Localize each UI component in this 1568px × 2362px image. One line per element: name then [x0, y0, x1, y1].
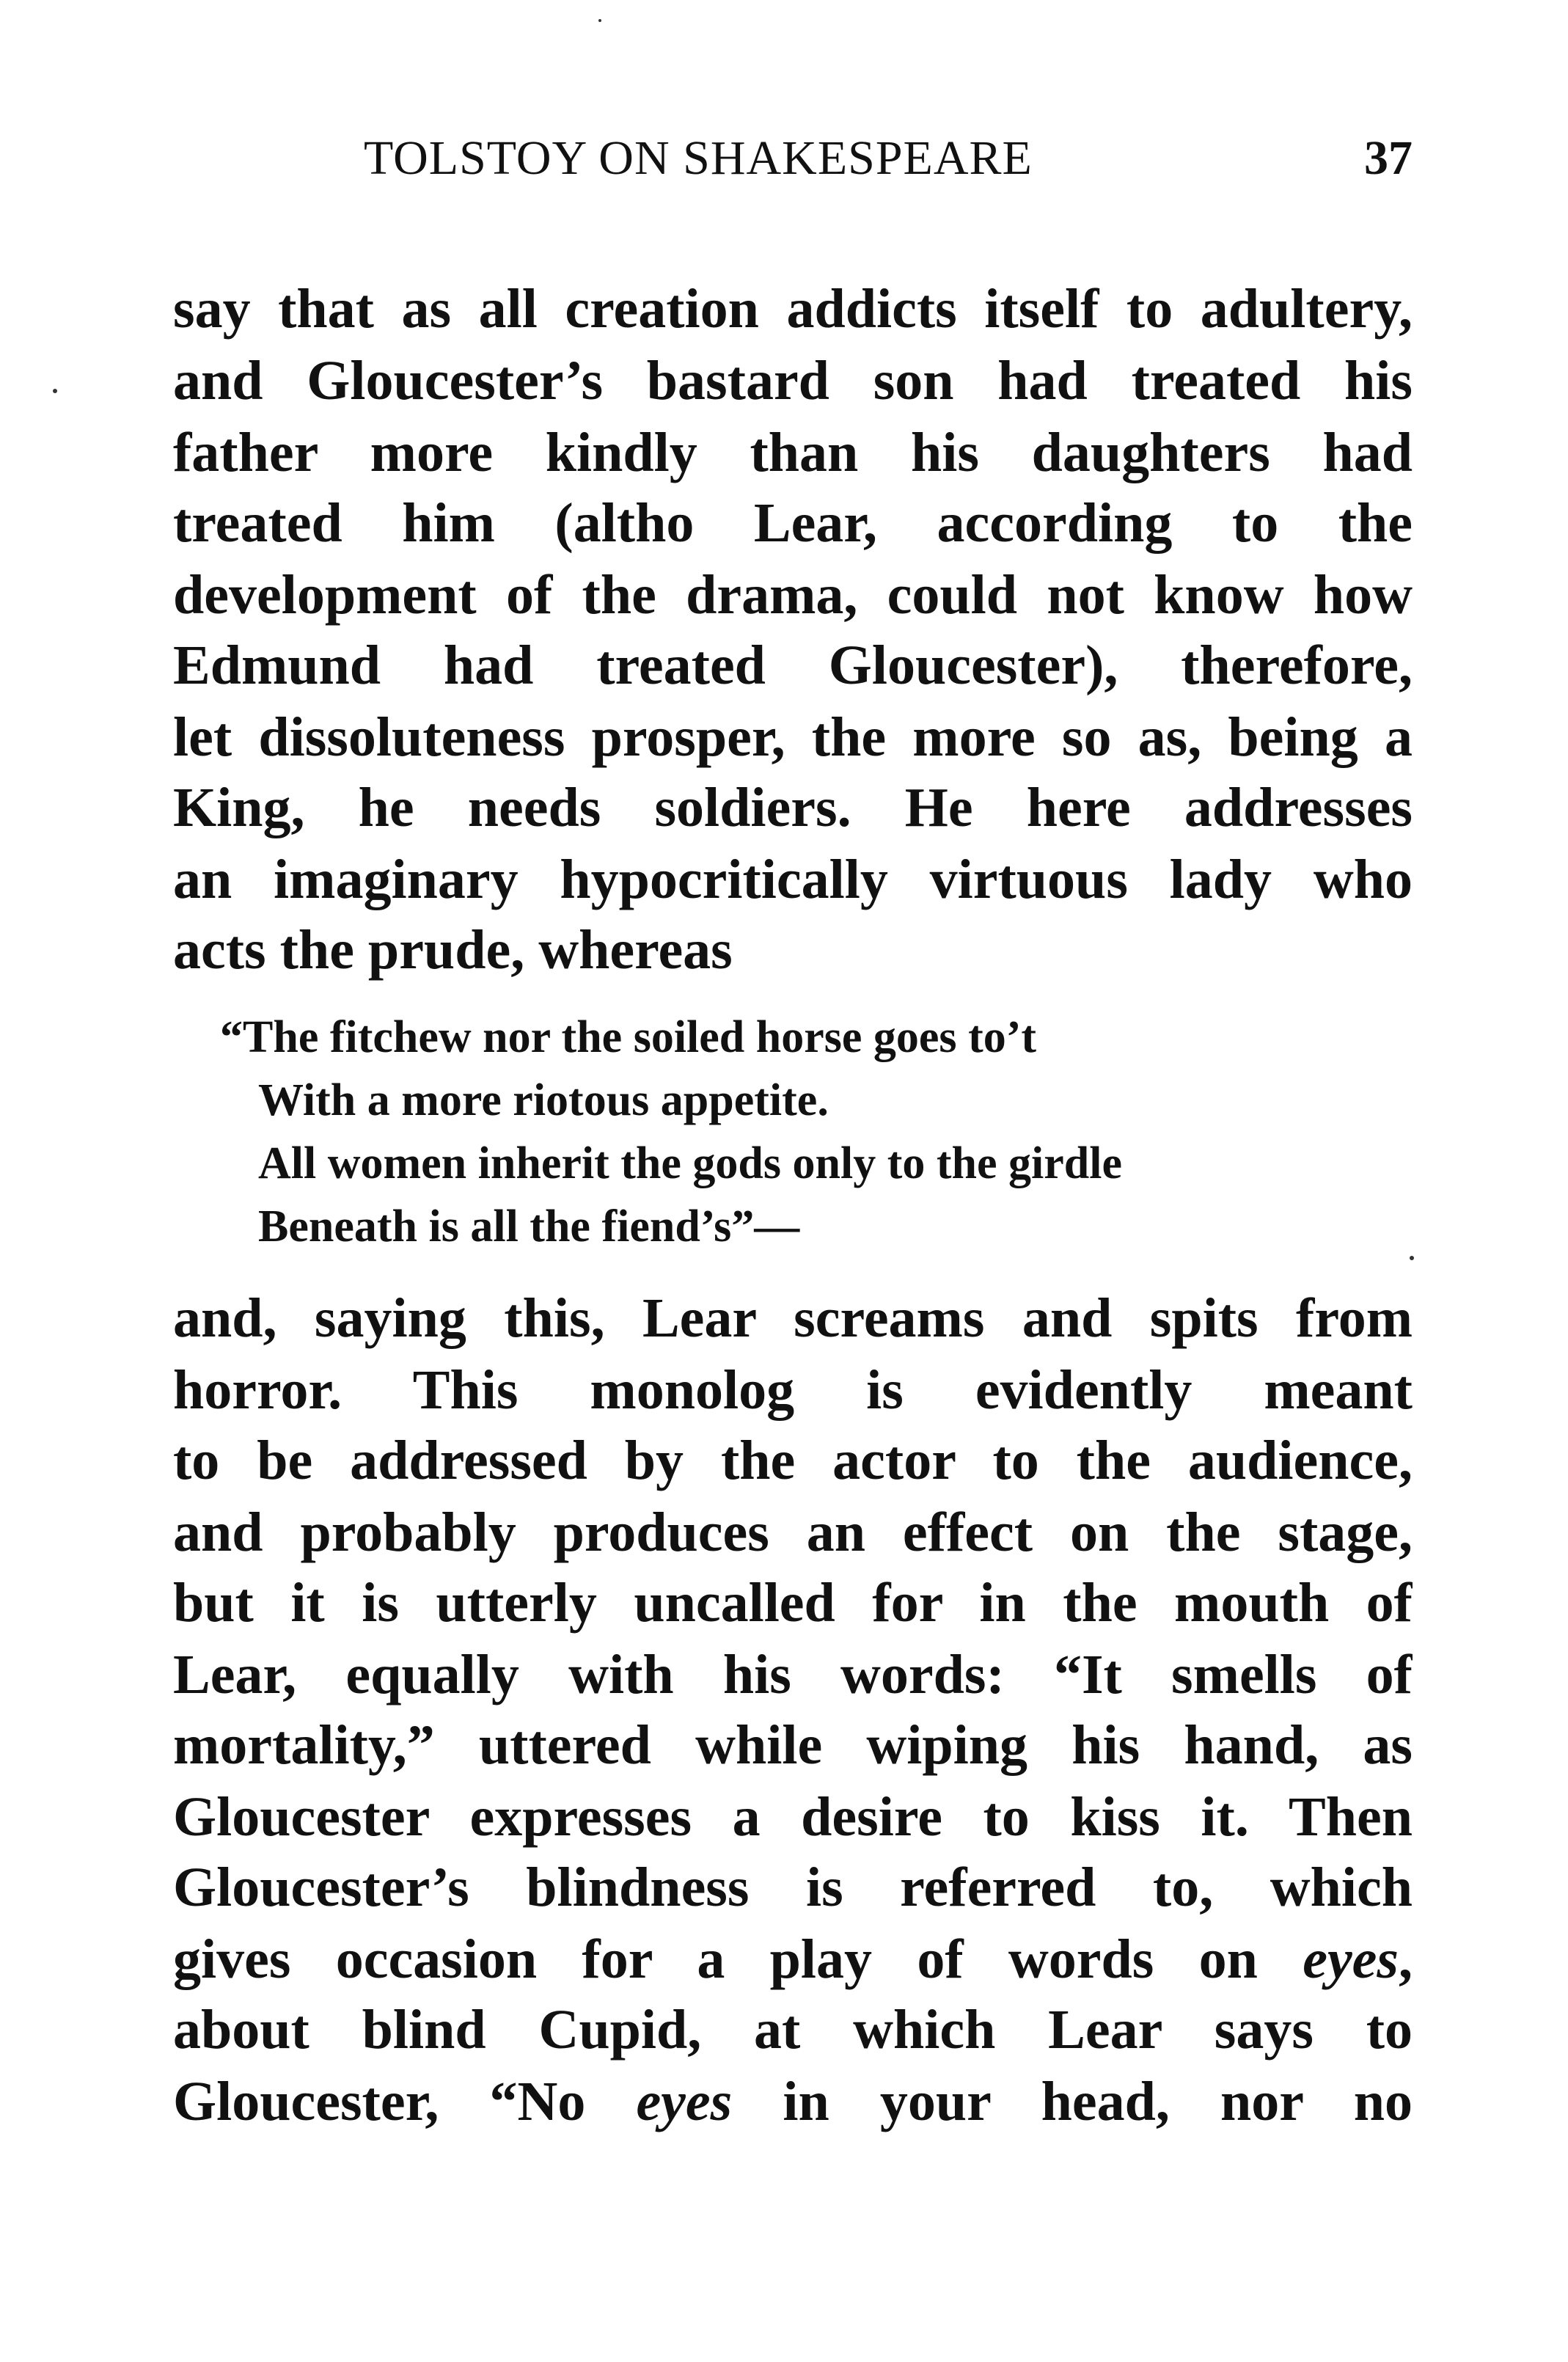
page-number: 37: [1364, 131, 1413, 185]
text-line: King, he needs soldiers. He here addresses: [173, 777, 1413, 838]
text-line: acts the prude, whereas: [173, 919, 733, 981]
text-line: development of the drama, could not know how: [173, 564, 1413, 626]
text-line: and probably produces an effect on the stage,: [173, 1502, 1413, 1563]
text-line: but it is utterly uncalled for in the mouth of: [173, 1572, 1413, 1634]
text-line: Lear, equally with his words: “It smells of: [173, 1644, 1413, 1705]
text-line: to be addressed by the actor to the audience,: [173, 1430, 1413, 1491]
text-line: an imaginary hypocritically virtuous lady who: [173, 849, 1413, 910]
text-line: Gloucester’s blindness is referred to, which: [173, 1857, 1413, 1918]
text-line: Edmund had treated Gloucester), therefore,: [173, 635, 1413, 696]
text-line: father more kindly than his daughters had: [173, 422, 1413, 483]
text-line: horror. This monolog is evidently meant: [173, 1359, 1413, 1421]
running-head: [173, 131, 1413, 197]
running-title: TOLSTOY ON SHAKESPEARE: [364, 131, 1033, 185]
text-line: say that as all creation addicts itself to adultery,: [173, 278, 1413, 340]
text-run: Gloucester, “No: [173, 2071, 637, 2132]
italic-word: eyes: [1303, 1928, 1399, 1990]
text-line: and Gloucester’s bastard son had treated his: [173, 350, 1413, 412]
text-line: Gloucester expresses a desire to kiss it. Then: [173, 1786, 1413, 1848]
verse-line: “The fitchew nor the soiled horse goes to’t: [220, 1012, 1037, 1062]
verse-line: Beneath is all the fiend’s”—: [258, 1202, 800, 1251]
text-line: let dissoluteness prosper, the more so as, being a: [173, 706, 1413, 768]
verse-line: With a more riotous appetite.: [258, 1075, 829, 1125]
text-line: [173, 2066, 1413, 2138]
text-line: and, saying this, Lear screams and spits from: [173, 1287, 1413, 1349]
text-run: gives occasion for a play of words on: [173, 1928, 1303, 1990]
verse-line: All women inherit the gods only to the girdle: [258, 1138, 1122, 1188]
text-run: ,: [1399, 1928, 1413, 1990]
text-line: about blind Cupid, at which Lear says to: [173, 1999, 1413, 2061]
italic-word: eyes: [636, 2071, 733, 2132]
text-line: [173, 1923, 1413, 1995]
scan-speck: [53, 389, 57, 393]
scan-speck: [598, 19, 601, 22]
text-line: treated him (altho Lear, according to the: [173, 492, 1413, 554]
scan-speck: [1410, 1256, 1414, 1260]
text-line: mortality,” uttered while wiping his hand, as: [173, 1714, 1413, 1776]
text-run: in your head, nor no: [732, 2071, 1413, 2132]
